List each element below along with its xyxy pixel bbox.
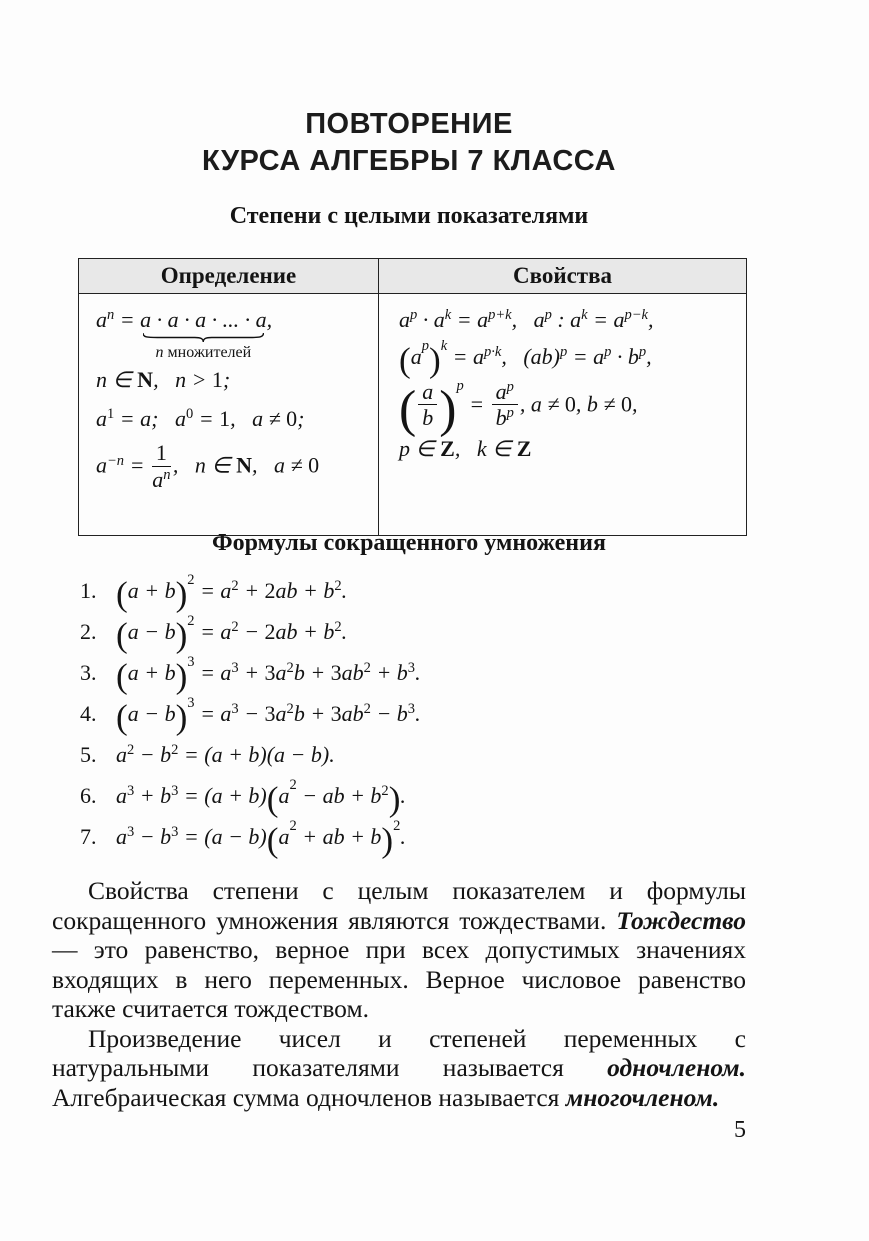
item-number: 5. — [80, 741, 97, 767]
section-heading-formulas: Формулы сокращенного умножения — [212, 530, 606, 556]
item-number: 4. — [80, 700, 97, 726]
term-emphasis: одночленом. — [607, 1053, 746, 1082]
formula-difference-of-squares: $a^2 - b^2 = (a + b)(a - b)$. — [116, 741, 335, 767]
list-item-formula-4 — [80, 693, 421, 737]
title-line1: ПОВТОРЕНИЕ — [305, 108, 513, 140]
formula-pk-domain: p ∈ Z, k ∈ Z — [399, 435, 532, 461]
list-item-formula-6 — [80, 775, 421, 819]
formula-sum-of-cubes: $a^3 + b^3 = (a + b)(a^2$ − ab + $b^2$). — [116, 776, 406, 819]
list-item-formula-7 — [80, 816, 421, 860]
list-item-formula-1 — [80, 570, 421, 614]
page-number: 5 — [734, 1117, 746, 1143]
item-number: 1. — [80, 577, 97, 603]
formula-cube-of-difference: $(a - b)^3 = a^3 - 3a^2b + 3ab^2 - b^3$. — [116, 694, 421, 737]
paragraph-text: Свойства степени с целым показателем и формулы сокращенного умножения являются тождествами. — [52, 876, 746, 935]
term-emphasis: многочленом. — [565, 1082, 720, 1112]
formula-product-quotient-of-powers: $a^p \cdot a^k = a^{p+k}$, $a^p$ : $a^k = a^{p-k}$, — [399, 307, 654, 332]
section-heading-degrees: Степени с целыми показателями — [229, 203, 589, 229]
formula-first-zero-power: $a^1 = a$; $a^0 = 1$, a ≠ 0; — [96, 405, 305, 431]
formula-cube-of-sum: $(a + b)^3 = a^3 + 3a^2b + 3ab^2 + b^3$. — [116, 653, 421, 696]
item-number: 6. — [80, 782, 97, 808]
col-header-definition: Определение — [79, 259, 379, 294]
term-emphasis: Тождество — [616, 905, 746, 935]
formula-power-definition: $a^n = a \cdot a \cdot a$ · ... · a n множителей , — [96, 307, 273, 361]
item-number: 3. — [80, 659, 97, 685]
underbrace-icon — [143, 333, 264, 342]
properties-cell — [379, 294, 747, 536]
formula-negative-power: $a^{-n}$ = $\frac{1}{a^n}$ , n ∈ N, a ≠ 0 — [96, 440, 320, 492]
body-text — [52, 876, 746, 1112]
abbreviated-multiplication-list — [80, 570, 421, 860]
table-header-row — [79, 259, 747, 294]
formula-difference-of-cubes: $a^3 - b^3 = (a - b)(a^2$ + ab + b)$^2$. — [116, 817, 406, 860]
list-item-formula-5 — [80, 734, 421, 775]
formula-square-of-sum: $(a + b)^2 = a^2 + 2ab + b^2$. — [116, 571, 348, 614]
paragraph-text: — это равенство, верное при всех допустимых значениях входящих в него переменных. Верное числовое равенство также считается тождеством. — [52, 935, 746, 1023]
formula-square-of-difference: $(a - b)^2 = a^2 - 2ab + b^2$. — [116, 612, 348, 655]
definition-cell — [79, 294, 379, 536]
formula-power-of-power-and-product: $(a^p)^k = a^{p\cdot k}$, $(ab)^p = a^p \cdot b^p$, — [399, 338, 652, 380]
formula-power-of-quotient: ( $\frac{a}{b}$ )$^p$ = $\frac{a^p}{b^p}$ , a ≠ 0, b ≠ 0, — [399, 378, 638, 438]
paragraph-monomials — [52, 1024, 746, 1113]
formula-n-domain: n ∈ N, n > 1; — [96, 366, 231, 392]
list-item-formula-2 — [80, 611, 421, 655]
list-item-formula-3 — [80, 652, 421, 696]
table-body-row — [79, 294, 747, 536]
powers-table — [78, 258, 747, 536]
paragraph-text: Алгебраическая сумма одночленов называется — [52, 1082, 566, 1112]
item-number: 7. — [80, 823, 97, 849]
item-number: 2. — [80, 618, 97, 644]
col-header-properties: Свойства — [379, 259, 747, 294]
paragraph-text: Произведение чисел и степеней переменных с натуральными показателями называется — [52, 1023, 746, 1082]
page-title — [62, 106, 756, 180]
paragraph-identities — [52, 876, 746, 1024]
title-line2: КУРСА АЛГЕБРЫ 7 КЛАССА — [202, 145, 616, 177]
